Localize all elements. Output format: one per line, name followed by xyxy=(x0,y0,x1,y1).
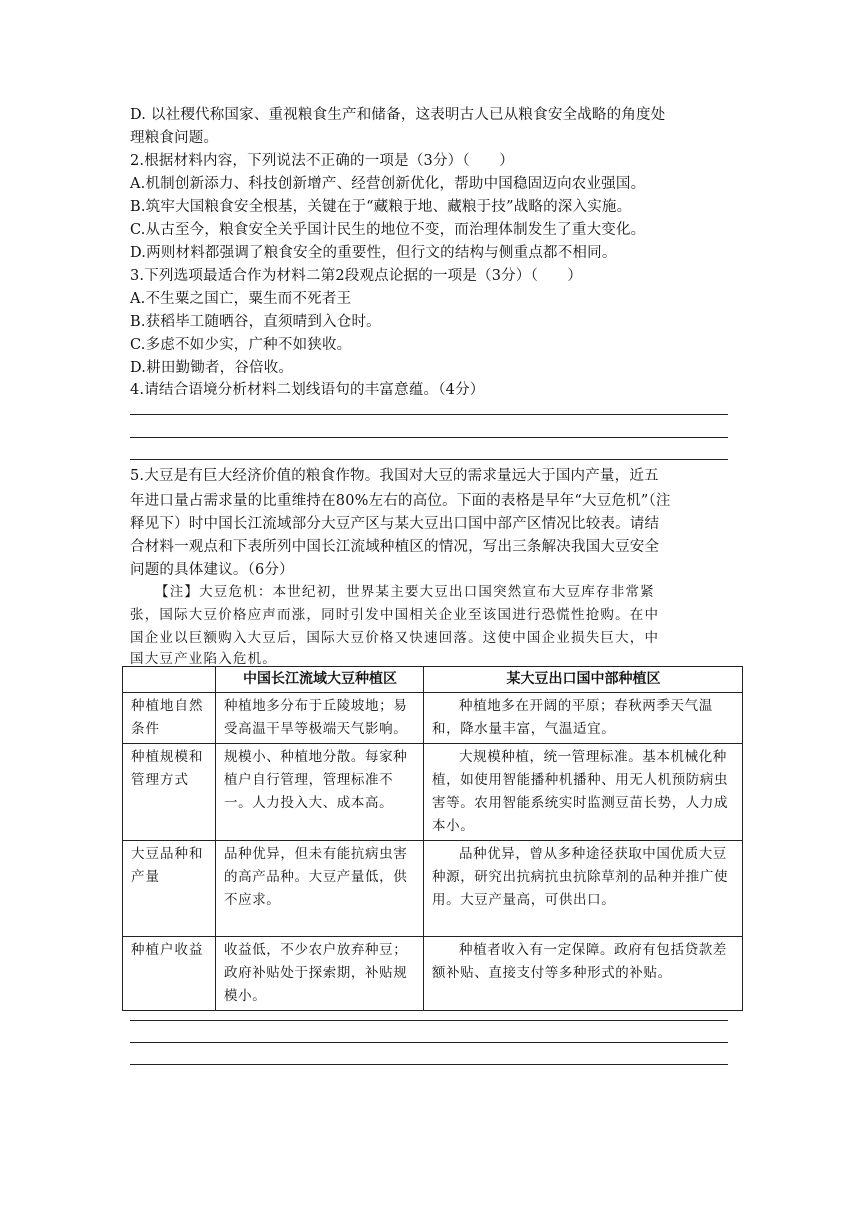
q4-stem: 4.请结合语境分析材料二划线语句的丰富意蕴。（4分） xyxy=(130,382,485,398)
q5-note-line-4: 国大豆产业陷入危机。 xyxy=(130,651,277,667)
q3-option-a: A.不生粟之国亡，粟生而不死者王 xyxy=(130,291,352,307)
q3-stem: 3.下列选项最适合作为材料二第2段观点论据的一项是（3分）（ ） xyxy=(130,268,583,284)
q2-option-a: A.机制创新添力、科技创新增产、经营创新优化，帮助中国稳固迈向农业强国。 xyxy=(130,176,646,192)
cell-china-farmer-income: 收益低，不少农户放弃种豆；政府补贴处于探索期，补贴规模小。 xyxy=(216,937,424,1011)
table-row xyxy=(123,841,743,937)
option-d-line-1: D. 以社稷代称国家、重视粮食生产和储备，这表明古人已从粮食安全战略的角度处 xyxy=(130,107,666,123)
cell-china-natural-conditions: 种植地多分布于丘陵坡地；易受高温干旱等极端天气影响。 xyxy=(216,693,424,744)
row-label-farmer-income: 种植户收益 xyxy=(123,937,216,1011)
table-row xyxy=(123,744,743,841)
q5-stem-line-3: 释见下）时中国长江流域部分大豆产区与某大豆出口国中部产区情况比较表。请结 xyxy=(130,516,660,532)
q2-stem: 2.根据材料内容，下列说法不正确的一项是（3分）（ ） xyxy=(130,153,514,169)
q4-answer-line-1[interactable] xyxy=(130,414,728,415)
cell-foreign-variety-yield: 品种优异，曾从多种途径获取中国优质大豆种源，研究出抗病抗虫抗除草剂的品种并推广使用。大豆产量高，可供出口。 xyxy=(424,841,743,937)
q3-option-d: D.耕田勤锄者，谷倍收。 xyxy=(130,360,294,376)
cell-foreign-natural-conditions: 种植地多在开阔的平原；春秋两季天气温和，降水量丰富，气温适宜。 xyxy=(424,693,743,744)
row-label-variety-yield: 大豆品种和产量 xyxy=(123,841,216,937)
q3-option-c: C.多虑不如少实，广种不如狭收。 xyxy=(130,337,352,353)
table-row xyxy=(123,937,743,1011)
q4-answer-line-3[interactable] xyxy=(130,459,728,460)
q5-note-line-2: 张，国际大豆价格应声而涨，同时引发中国相关企业至该国进行恐慌性抢购。在中 xyxy=(130,607,660,623)
table-header-row xyxy=(123,667,743,693)
q2-option-c: C.从古至今，粮食安全关乎国计民生的地位不变，而治理体制发生了重大变化。 xyxy=(130,222,646,238)
q5-answer-line-3[interactable] xyxy=(130,1064,728,1065)
cell-china-variety-yield: 品种优异，但未有能抗病虫害的高产品种。大豆产量低，供不应求。 xyxy=(216,841,424,937)
q5-note-line-3: 国企业以巨额购入大豆后，国际大豆价格又快速回落。这使中国企业损失巨大，中 xyxy=(130,630,660,646)
q5-note-line-1: 【注】大豆危机：本世纪初，世界某主要大豆出口国突然宣布大豆库存非常紧 xyxy=(155,584,655,600)
q5-answer-line-2[interactable] xyxy=(130,1042,728,1043)
cell-foreign-farmer-income: 种植者收入有一定保障。政府有包括贷款差额补贴、直接支付等多种形式的补贴。 xyxy=(424,937,743,1011)
q5-stem-line-2: 年进口量占需求量的比重维持在80%左右的高位。下面的表格是早年“大豆危机”（注 xyxy=(130,493,671,509)
row-label-scale-management: 种植规模和管理方式 xyxy=(123,744,216,841)
soybean-comparison-table xyxy=(122,666,743,1011)
table-header-foreign: 某大豆出口国中部种植区 xyxy=(424,667,743,693)
q2-option-b: B.筑牢大国粮食安全根基，关键在于“藏粮于地、藏粮于技”战略的深入实施。 xyxy=(130,199,632,215)
q5-answer-line-1[interactable] xyxy=(130,1020,728,1021)
q5-stem-line-4: 合材料一观点和下表所列中国长江流域种植区的情况，写出三条解决我国大豆安全 xyxy=(130,539,660,555)
option-d-line-2: 理粮食问题。 xyxy=(130,130,219,146)
table-row xyxy=(123,693,743,744)
q5-stem-line-5: 问题的具体建议。（6分） xyxy=(130,562,294,578)
row-label-natural-conditions: 种植地自然条件 xyxy=(123,693,216,744)
q3-option-b: B.获稻毕工随晒谷，直须晴到入仓时。 xyxy=(130,314,381,330)
cell-china-scale-management: 规模小、种植地分散。每家种植户自行管理，管理标准不一。人力投入大、成本高。 xyxy=(216,744,424,841)
q4-answer-line-2[interactable] xyxy=(130,437,728,438)
table-header-corner xyxy=(123,667,216,693)
q5-stem-line-1: 5.大豆是有巨大经济价值的粮食作物。我国对大豆的需求量远大于国内产量，近五 xyxy=(130,468,659,484)
table-header-china: 中国长江流域大豆种植区 xyxy=(216,667,424,693)
q2-option-d: D.两则材料都强调了粮食安全的重要性，但行文的结构与侧重点都不相同。 xyxy=(130,245,617,261)
cell-foreign-scale-management: 大规模种植，统一管理标准。基本机械化种植，如使用智能播种机播种、用无人机预防病虫害等。农用智能系统实时监测豆苗长势，人力成本小。 xyxy=(424,744,743,841)
